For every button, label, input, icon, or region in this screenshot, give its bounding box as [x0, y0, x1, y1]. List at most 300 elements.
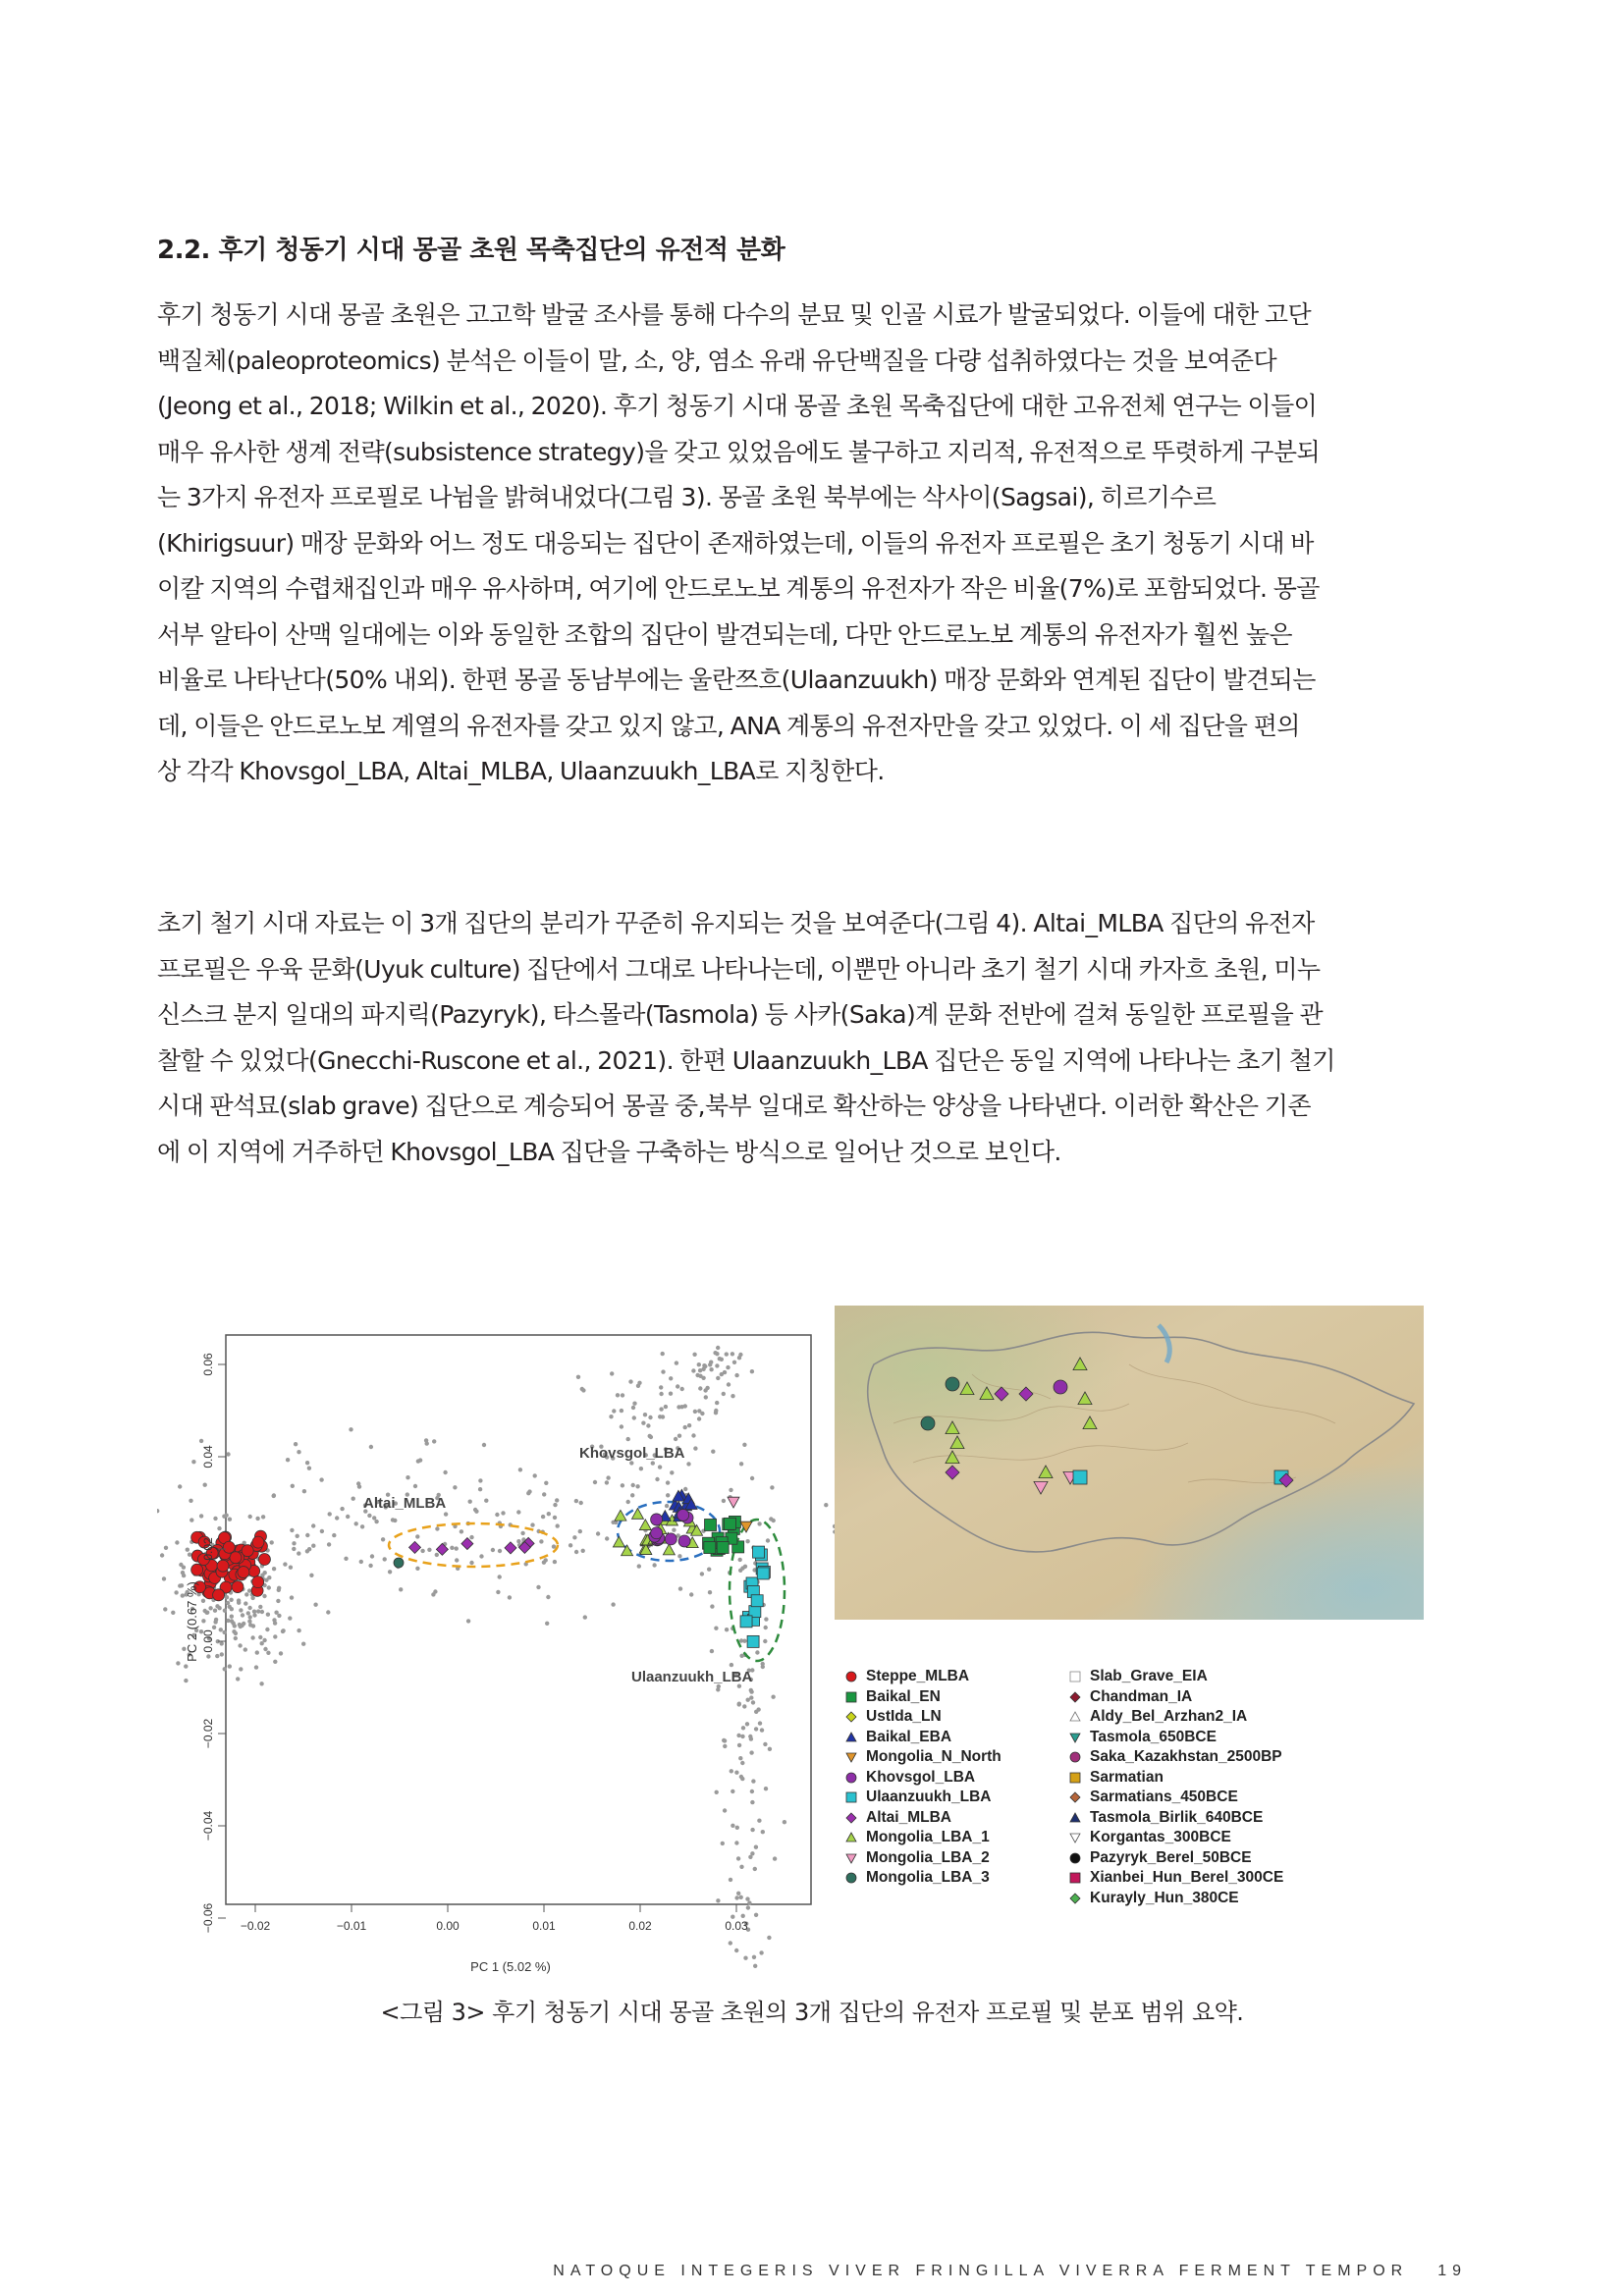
pca-point — [518, 1468, 522, 1471]
pca-point — [741, 1914, 745, 1918]
legend-marker — [846, 1733, 856, 1741]
pca-group-point — [230, 1552, 242, 1564]
pca-point — [305, 1533, 309, 1537]
legend-marker — [1070, 1853, 1080, 1863]
pca-point — [576, 1375, 580, 1379]
legend-item — [844, 1868, 1001, 1889]
pca-point — [715, 1363, 719, 1367]
pca-point — [215, 1654, 219, 1658]
pca-point — [739, 1462, 743, 1466]
pca-point — [683, 1425, 687, 1429]
pca-point — [655, 1477, 659, 1481]
pca-point — [746, 1698, 750, 1702]
pca-point — [217, 1606, 221, 1610]
pca-point — [264, 1578, 268, 1582]
pca-point — [320, 1529, 324, 1533]
pca-point — [241, 1613, 244, 1617]
pca-point — [188, 1553, 191, 1557]
pca-point — [258, 1605, 262, 1609]
pca-point — [311, 1523, 315, 1527]
paragraph-2 — [157, 901, 1487, 1175]
legend-label: Mongolia_LBA_2 — [866, 1848, 990, 1866]
legend-item — [844, 1808, 1001, 1829]
pca-point — [689, 1592, 693, 1596]
pca-point — [508, 1595, 512, 1599]
pca-point — [753, 1867, 757, 1871]
legend-item — [844, 1788, 1001, 1808]
pca-point — [631, 1483, 635, 1487]
legend-label: Aldy_Bel_Arzhan2_IA — [1090, 1708, 1248, 1726]
pca-point — [734, 1896, 738, 1899]
pca-point — [763, 1742, 767, 1746]
y-tick-label: 0.00 — [201, 1629, 215, 1653]
pca-point — [750, 1828, 754, 1832]
pca-point — [553, 1516, 557, 1520]
legend-label: Sarmatians_450BCE — [1090, 1789, 1238, 1806]
pca-point — [203, 1483, 207, 1487]
text-line: (Khirigsuur) 매장 문화와 어느 정도 대응되는 집단이 존재하였는데, 이들의 유전자 프로필은 초기 청동기 시대 바 — [157, 528, 1314, 558]
pca-point — [247, 1606, 251, 1610]
legend-marker — [1070, 1773, 1080, 1783]
pca-point — [160, 1553, 164, 1557]
pca-point — [596, 1531, 600, 1535]
legend-marker — [1070, 1894, 1080, 1903]
pca-point — [766, 1538, 770, 1542]
pca-point — [714, 1411, 718, 1415]
pca-point — [536, 1585, 540, 1589]
pca-point — [399, 1587, 403, 1591]
legend-item — [844, 1828, 1001, 1848]
legend-marker — [846, 1792, 856, 1802]
pca-point — [242, 1622, 245, 1626]
pca-point — [648, 1434, 652, 1438]
pca-group-point — [232, 1581, 244, 1593]
pca-point — [758, 1721, 762, 1725]
pca-point — [252, 1613, 256, 1617]
pca-point — [635, 1484, 639, 1488]
pca-group-point — [717, 1542, 729, 1554]
legend-item — [1068, 1747, 1283, 1768]
legend-label: Steppe_MLBA — [866, 1668, 970, 1685]
pca-point — [711, 1450, 715, 1454]
pca-point — [219, 1628, 223, 1631]
pca-point — [277, 1588, 281, 1592]
pca-point — [469, 1535, 473, 1539]
text-line: 는 3가지 유전자 프로필로 나뉨을 밝혀내었다(그림 3). 몽골 초원 북부에는 삭사이(Sagsai), 히르기수르 — [157, 483, 1217, 511]
pca-point — [677, 1405, 680, 1409]
pca-point — [637, 1564, 641, 1568]
pca-group-point — [651, 1527, 663, 1539]
pca-point — [258, 1635, 262, 1639]
pca-point — [553, 1503, 557, 1507]
text-line: 매우 유사한 생계 전략(subsistence strategy)을 갖고 있었음에도 불구하고 지리적, 유전적으로 뚜렷하게 구분되 — [157, 437, 1321, 466]
pca-point — [761, 1830, 765, 1834]
pca-point — [612, 1409, 616, 1413]
pca-group-point — [258, 1554, 270, 1566]
pca-group-point — [724, 1518, 735, 1529]
pca-point — [369, 1445, 373, 1449]
pca-point — [698, 1374, 702, 1378]
pca-group-point — [678, 1535, 690, 1547]
legend-marker-icon — [844, 1750, 858, 1764]
legend-marker — [846, 1672, 856, 1682]
pca-point — [247, 1588, 251, 1592]
legend-item — [844, 1707, 1001, 1728]
pca-point — [281, 1629, 285, 1632]
pca-point — [755, 1650, 759, 1654]
pca-point — [734, 1949, 738, 1952]
pca-point — [716, 1346, 720, 1350]
pca-point — [764, 1626, 768, 1629]
pca-group-point — [217, 1560, 229, 1572]
pca-point — [652, 1563, 656, 1567]
text-line: 데, 이들은 안드로노보 계열의 유전자를 갖고 있지 않고, ANA 계통의 유전자만을 갖고 있었다. 이 세 집단을 편의 — [157, 711, 1300, 740]
pca-point — [740, 1761, 744, 1765]
pca-point — [739, 1865, 743, 1869]
pca-point — [715, 1401, 719, 1405]
pca-point — [226, 1452, 230, 1456]
pca-point — [335, 1516, 339, 1520]
legend-label: Korgantas_300BCE — [1090, 1829, 1231, 1846]
pca-point — [745, 1722, 749, 1726]
pca-point — [731, 1394, 734, 1398]
pca-point — [199, 1514, 203, 1518]
pca-point — [720, 1372, 724, 1376]
pca-point — [770, 1485, 774, 1489]
pca-point — [578, 1529, 582, 1533]
pca-point — [413, 1484, 417, 1488]
pca-point — [669, 1392, 673, 1396]
legend-item — [1068, 1808, 1283, 1829]
pca-point — [757, 1522, 761, 1525]
pca-point — [176, 1661, 180, 1665]
pca-point — [729, 1878, 732, 1882]
pca-group-point — [252, 1536, 264, 1548]
pca-point — [593, 1480, 597, 1484]
pca-point — [620, 1409, 623, 1413]
legend-label: Baikal_EN — [866, 1687, 941, 1705]
pca-point — [478, 1487, 482, 1491]
text-line: 신스크 분지 일대의 파지릭(Pazyryk), 타스몰라(Tasmola) 등 사카(Saka)계 문화 전반에 걸쳐 동일한 프로필을 관 — [157, 1000, 1324, 1029]
pca-point — [664, 1405, 668, 1409]
pca-point — [332, 1533, 336, 1537]
pca-point — [742, 1704, 746, 1708]
pca-point — [637, 1381, 641, 1385]
pca-point — [754, 1727, 758, 1731]
pca-point — [482, 1443, 486, 1447]
pca-point — [352, 1497, 355, 1501]
pca-point — [226, 1601, 230, 1605]
pca-point — [760, 1728, 764, 1732]
pca-point — [251, 1624, 255, 1628]
pca-point — [309, 1574, 313, 1577]
pca-point — [199, 1439, 203, 1443]
pca-point — [246, 1611, 250, 1615]
pca-point — [683, 1404, 687, 1408]
x-tick-label: 0.02 — [628, 1919, 652, 1933]
legend-marker — [1070, 1672, 1080, 1682]
legend-label: Mongolia_LBA_3 — [866, 1869, 990, 1887]
legend-item — [844, 1667, 1001, 1687]
pca-point — [453, 1485, 457, 1489]
pca-point — [720, 1358, 724, 1362]
pca-point — [368, 1564, 372, 1568]
pca-point — [530, 1522, 534, 1526]
pca-point — [189, 1499, 192, 1503]
pca-point — [180, 1583, 184, 1587]
pca-group-point — [252, 1576, 264, 1588]
pca-point — [272, 1618, 276, 1622]
pca-point — [289, 1566, 293, 1570]
pca-point — [305, 1461, 309, 1465]
pca-point — [691, 1368, 695, 1372]
legend-marker — [1070, 1712, 1080, 1721]
pca-point — [674, 1437, 677, 1441]
pca-point — [444, 1512, 448, 1516]
pca-point — [263, 1647, 267, 1651]
pca-point — [220, 1652, 224, 1656]
pca-point — [764, 1617, 768, 1621]
legend-marker-icon — [844, 1871, 858, 1885]
pca-point — [736, 1892, 740, 1896]
pca-point — [381, 1537, 385, 1541]
pca-point — [259, 1682, 263, 1685]
pca-point — [739, 1896, 743, 1899]
pca-point — [171, 1611, 175, 1615]
pca-point — [388, 1570, 392, 1574]
pca-point — [740, 1735, 744, 1738]
pca-point — [568, 1543, 572, 1547]
pca-point — [740, 1777, 744, 1781]
pca-point — [372, 1516, 376, 1520]
legend-label: Mongolia_LBA_1 — [866, 1829, 990, 1846]
pca-point — [406, 1475, 409, 1479]
pca-point — [750, 1369, 754, 1373]
pca-point — [700, 1412, 704, 1415]
pca-point — [466, 1619, 470, 1623]
pca-point — [516, 1510, 520, 1514]
pca-point — [729, 1488, 732, 1492]
pca-point — [533, 1473, 537, 1477]
pca-point — [736, 1856, 740, 1860]
pca-point — [703, 1388, 707, 1392]
pca-point — [539, 1539, 543, 1543]
pca-plot — [157, 1306, 835, 1983]
pca-point — [178, 1484, 182, 1488]
pca-point — [745, 1896, 749, 1900]
pca-point — [307, 1547, 311, 1551]
pca-point — [283, 1562, 287, 1566]
pca-point — [641, 1421, 645, 1425]
pca-point — [290, 1595, 294, 1599]
pca-point — [651, 1461, 655, 1465]
pca-point — [555, 1498, 559, 1502]
pca-point — [620, 1424, 623, 1428]
pca-point — [359, 1560, 363, 1564]
pca-point — [621, 1393, 624, 1397]
pca-point — [606, 1475, 610, 1479]
pca-point — [714, 1627, 718, 1630]
pca-point — [297, 1450, 300, 1454]
pca-point — [349, 1427, 352, 1431]
pca-point — [583, 1615, 587, 1619]
pca-point — [666, 1493, 670, 1497]
pca-point — [484, 1499, 488, 1503]
pca-point — [710, 1604, 714, 1608]
pca-point — [580, 1387, 584, 1391]
pca-point — [722, 1392, 726, 1396]
pca-point — [743, 1956, 747, 1960]
legend-marker-icon — [1068, 1831, 1082, 1844]
pca-point — [643, 1413, 647, 1416]
running-title: NATOQUE INTEGERIS VIVER FRINGILLA VIVERRA FERMENT TEMPOR — [553, 2263, 1409, 2279]
legend-marker-icon — [1068, 1811, 1082, 1825]
pca-point — [605, 1480, 609, 1484]
pca-group-point — [751, 1595, 763, 1607]
pca-point — [661, 1352, 665, 1356]
pca-point — [367, 1514, 371, 1518]
pca-group-point — [191, 1564, 203, 1575]
pca-point — [239, 1608, 243, 1612]
pca-point — [700, 1572, 704, 1575]
pca-group-point — [242, 1545, 253, 1557]
pca-point — [716, 1376, 720, 1380]
pca-point — [418, 1458, 422, 1462]
label-ulaanzuukh-lba: Ulaanzuukh_LBA — [631, 1669, 753, 1685]
pca-point — [750, 1476, 754, 1480]
legend-label: Pazyryk_Berel_50BCE — [1090, 1848, 1252, 1866]
pca-point — [734, 1373, 738, 1377]
pca-point — [157, 1509, 159, 1513]
pca-point — [683, 1487, 687, 1491]
pca-point — [292, 1541, 296, 1545]
pca-point — [516, 1539, 520, 1543]
pca-point — [666, 1480, 670, 1484]
pca-point — [704, 1395, 708, 1399]
pca-point — [443, 1470, 447, 1474]
pca-point — [610, 1371, 614, 1375]
pca-point — [236, 1677, 240, 1681]
pca-point — [658, 1465, 662, 1468]
pca-point — [697, 1416, 701, 1420]
legend-item — [1068, 1768, 1283, 1789]
pca-point — [232, 1629, 236, 1633]
pca-point — [574, 1499, 578, 1503]
pca-point — [212, 1626, 216, 1629]
legend-marker — [846, 1854, 856, 1863]
legend-marker-icon — [844, 1710, 858, 1724]
pca-point — [474, 1510, 478, 1514]
pca-point — [734, 1771, 738, 1775]
x-tick-label: −0.01 — [336, 1919, 367, 1933]
legend-left-column — [844, 1667, 1001, 1889]
pca-point — [708, 1590, 712, 1594]
pca-point — [495, 1513, 499, 1517]
pca-point — [670, 1470, 674, 1474]
pca-point — [767, 1936, 771, 1940]
pca-point — [313, 1603, 317, 1607]
pca-point — [292, 1547, 296, 1551]
pca-point — [279, 1651, 283, 1655]
pca-point — [496, 1590, 500, 1594]
pca-point — [357, 1484, 361, 1488]
pca-point — [783, 1820, 786, 1824]
pca-point — [541, 1515, 545, 1519]
pca-point — [206, 1654, 210, 1658]
pca-point — [749, 1736, 753, 1740]
y-tick-label: 0.06 — [201, 1353, 215, 1376]
pca-point — [254, 1665, 258, 1669]
legend-marker — [846, 1873, 856, 1883]
pca-point — [693, 1410, 697, 1414]
x-tick-label: −0.02 — [240, 1919, 271, 1933]
pca-point — [498, 1575, 502, 1578]
pca-point — [266, 1651, 270, 1655]
pca-point — [478, 1478, 482, 1482]
pca-point — [545, 1622, 549, 1626]
pca-point — [738, 1756, 742, 1760]
pca-point — [761, 1662, 765, 1666]
pca-point — [742, 1443, 746, 1447]
legend-marker — [846, 1833, 856, 1842]
pca-point — [191, 1460, 195, 1464]
pca-point — [605, 1536, 609, 1540]
legend-item — [844, 1848, 1001, 1869]
y-axis-label: PC 2 (0.67 %) — [185, 1581, 199, 1662]
text-line: 프로필은 우육 문화(Uyuk culture) 집단에서 그대로 나타나는데, 이뿐만 아니라 초기 철기 시대 카자흐 초원, 미누 — [157, 954, 1321, 984]
pca-point — [639, 1467, 643, 1470]
legend-label: Sarmatian — [1090, 1768, 1164, 1786]
pca-point — [360, 1524, 364, 1528]
legend-marker-icon — [844, 1771, 858, 1785]
pca-point — [415, 1534, 419, 1538]
pca-point — [435, 1553, 439, 1557]
pca-point — [731, 1824, 734, 1828]
legend-marker-icon — [1068, 1851, 1082, 1865]
pca-point — [340, 1507, 344, 1511]
pca-group-point — [705, 1519, 717, 1530]
pca-point — [229, 1598, 233, 1602]
pca-point — [223, 1609, 227, 1613]
pca-point — [225, 1595, 229, 1599]
pca-point — [270, 1540, 274, 1544]
pca-point — [319, 1477, 323, 1481]
legend-marker — [846, 1753, 856, 1762]
pca-point — [697, 1362, 701, 1366]
pca-point — [265, 1628, 269, 1631]
pca-point — [344, 1557, 348, 1561]
pca-point — [479, 1554, 483, 1558]
pca-point — [677, 1434, 681, 1438]
pca-point — [273, 1660, 277, 1664]
legend-marker — [1070, 1734, 1080, 1742]
pca-group-point — [753, 1546, 765, 1558]
text-line: 백질체(paleoproteomics) 분석은 이들이 말, 소, 양, 염소 유래 유단백질을 다량 섭취하였다는 것을 보여준다 — [157, 346, 1277, 375]
pca-point — [455, 1546, 459, 1550]
pca-point — [680, 1387, 684, 1391]
pca-point — [552, 1544, 556, 1548]
pca-point — [665, 1504, 669, 1508]
legend-right-column — [1068, 1667, 1283, 1908]
legend-item — [844, 1768, 1001, 1789]
legend-marker — [1070, 1792, 1080, 1802]
legend-label: Chandman_IA — [1090, 1687, 1193, 1705]
legend-marker-icon — [844, 1670, 858, 1683]
legend-item — [1068, 1848, 1283, 1869]
text-line: 비율로 나타난다(50% 내외). 한편 몽골 동남부에는 울란쯔흐(Ulaanzuukh) 매장 문화와 연계된 집단이 발견되는 — [157, 666, 1316, 694]
text-line: 상 각각 Khovsgol_LBA, Altai_MLBA, Ulaanzuukh_LBA로 지칭한다. — [157, 757, 885, 785]
pca-point — [267, 1585, 271, 1589]
